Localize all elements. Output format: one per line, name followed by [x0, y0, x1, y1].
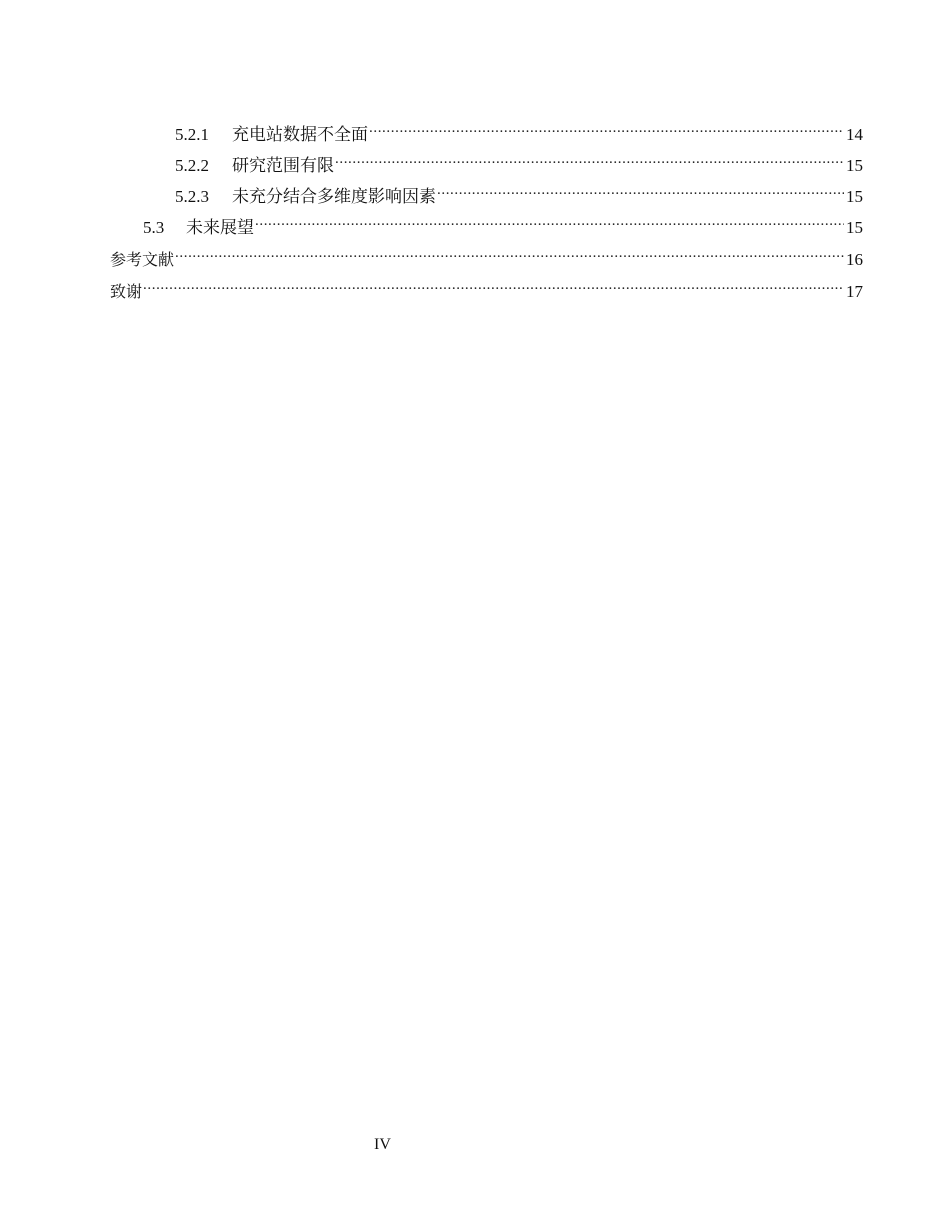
toc-dot-leader — [369, 117, 844, 140]
toc-entry-5-2-2[interactable] — [110, 148, 863, 175]
toc-entry-title: 研究范围有限 — [232, 156, 334, 175]
toc-entry-number: 5.3 — [143, 218, 165, 237]
toc-dot-leader — [143, 274, 844, 297]
toc-dot-leader — [335, 148, 844, 171]
toc-entry-page: 14 — [846, 125, 863, 144]
toc-entry-number: 5.2.2 — [175, 156, 209, 175]
toc-entry-5-2-3[interactable] — [110, 179, 863, 206]
toc-entry-page: 15 — [846, 187, 863, 206]
toc-entry-title: 未充分结合多维度影响因素 — [232, 187, 436, 206]
toc-entry-title: 充电站数据不全面 — [232, 125, 368, 144]
toc-entry-number: 5.2.1 — [175, 125, 209, 144]
page-number-footer: IV — [374, 1136, 391, 1153]
toc-dot-leader — [175, 242, 844, 265]
toc-entry-title: 未来展望 — [186, 218, 254, 237]
toc-entry-page: 15 — [846, 156, 863, 175]
toc-dot-leader — [255, 210, 844, 233]
table-of-contents — [110, 117, 863, 305]
toc-entry-page: 16 — [846, 250, 863, 269]
toc-entry-references[interactable] — [110, 242, 863, 269]
toc-entry-5-2-1[interactable] — [110, 117, 863, 144]
toc-entry-acknowledgements[interactable] — [110, 274, 863, 301]
toc-dot-leader — [437, 179, 844, 202]
toc-entry-title: 参考文献 — [110, 250, 175, 269]
toc-entry-page: 15 — [846, 218, 863, 237]
toc-entry-5-3[interactable] — [110, 210, 863, 237]
toc-entry-title: 致谢 — [110, 282, 143, 301]
toc-entry-page: 17 — [846, 282, 863, 301]
toc-entry-number: 5.2.3 — [175, 187, 209, 206]
